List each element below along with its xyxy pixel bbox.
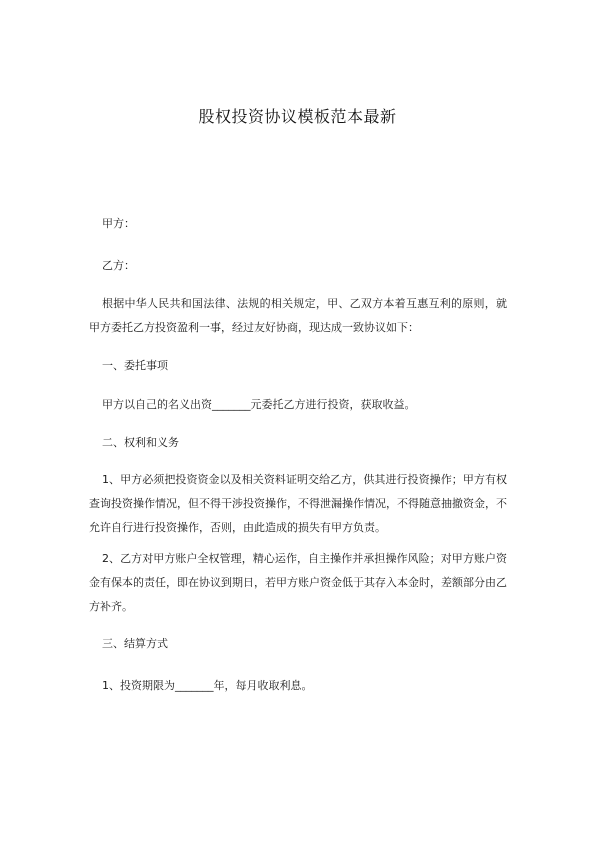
party-a-line: 甲方：: [102, 217, 135, 230]
section-3-clause-1: 1、投资期限为_______年，每月收取利息。: [102, 679, 313, 692]
section-3-heading: 三、结算方式: [102, 637, 168, 650]
preamble-paragraph: 根据中华人民共和国法律、法规的相关规定，甲、乙双方本着互惠互利的原则，就甲方委托乙方投资盈利一事，经过友好协商，现达成一致协议如下：: [89, 297, 507, 334]
section-1-heading: 一、委托事项: [102, 359, 168, 372]
section-2-clause-2: 2、乙方对甲方账户全权管理，精心运作，自主操作并承担操作风险；对甲方账户资金有保本的责任，即在协议到期日，若甲方账户资金低于其存入本金时，差额部分由乙方补齐。: [89, 552, 507, 613]
party-b-line: 乙方：: [102, 259, 135, 272]
section-1-paragraph: 甲方以自己的名义出资_______元委托乙方进行投资，获取收益。: [102, 398, 416, 411]
section-2-heading: 二、权利和义务: [102, 436, 179, 449]
document-title: 股权投资协议模板范本最新: [198, 107, 397, 126]
section-2-clause-1: 1、甲方必须把投资资金以及相关资料证明交给乙方，供其进行投资操作；甲方有权查询投资操作情况，但不得干涉投资操作，不得泄漏操作情况，不得随意抽撤资金，不允许自行进行投资操作，否则，由此造成的损失有甲方负责。: [89, 473, 507, 534]
